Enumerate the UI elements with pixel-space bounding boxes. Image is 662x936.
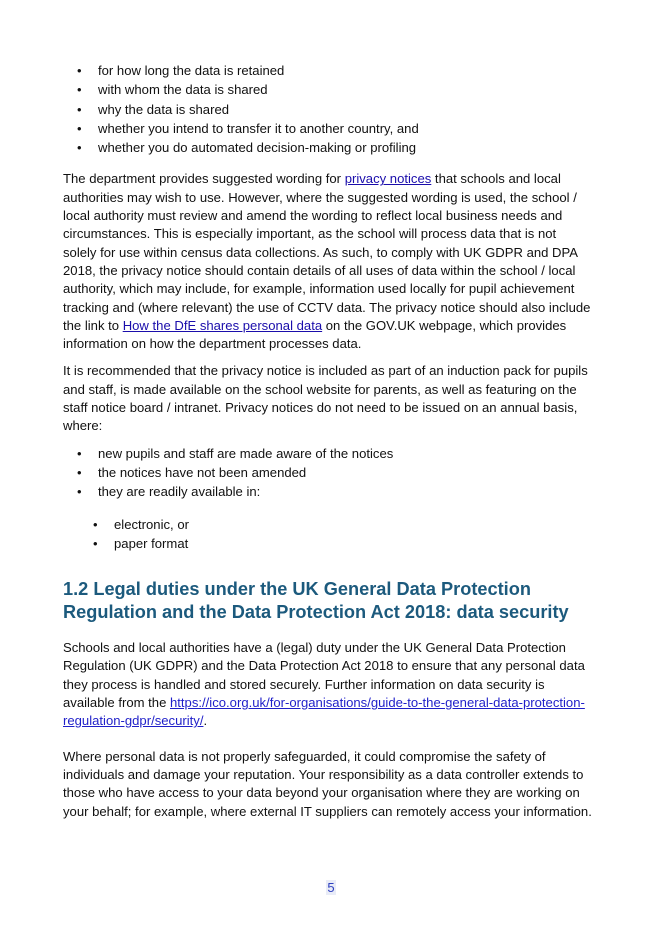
- list-item: • with whom the data is shared: [63, 80, 593, 99]
- document-page: [63, 59, 593, 821]
- list-item: • they are readily available in:: [63, 482, 593, 501]
- list-item: • new pupils and staff are made aware of the notices: [63, 444, 593, 463]
- paragraph-privacy-notices: The department provides suggested wording for privacy notices that schools and local authorities may wish to use. However, where the suggested wording is used, the school / local authority must review and amend the wording to reflect local business needs and circumstances. This is especially important, as the school will process data that is not solely for use within census data collections. As such, to comply with UK GDPR and DPA 2018, the privacy notice should contain details of all uses of data within the school / local authority, which may include, for example, information used locally for pupil achievement tracking and (where relevant) the use of CCTV data. The privacy notice should also include the link to How the DfE shares personal data on the GOV.UK webpage, which provides information on how the department processes data.: [63, 171, 591, 352]
- paragraph-induction-pack: It is recommended that the privacy notice is included as part of an induction pack for pupils and staff, is made available on the school website for parents, as well as featuring on the staff notice board / intranet. Privacy notices do not need to be issued on an annual basis, where:: [63, 363, 588, 434]
- list-item: • why the data is shared: [63, 100, 593, 119]
- bullet-list-top: [63, 61, 593, 157]
- paragraph-legal-duty: Schools and local authorities have a (legal) duty under the UK General Data Protection Regulation (UK GDPR) and the Data Protection Act 2018 to ensure that any personal data they process is handled and stored securely. Further information on data security is available from the https://ico.org.uk/for-organisations/guide-to-the-general-data-protection-regulation-gdpr/security/.: [63, 640, 585, 729]
- list-item: • paper format: [63, 534, 593, 553]
- list-item: • whether you do automated decision-making or profiling: [63, 138, 593, 157]
- list-item: • whether you intend to transfer it to another country, and: [63, 119, 593, 138]
- section-heading: 1.2 Legal duties under the UK General Data Protection Regulation and the Data Protection Act 2018: data security: [63, 579, 569, 623]
- list-item: • the notices have not been amended: [63, 463, 593, 482]
- list-item: • electronic, or: [63, 515, 593, 534]
- privacy-notices-link[interactable]: privacy notices: [344, 171, 432, 187]
- list-item: • for how long the data is retained: [63, 61, 593, 80]
- dfe-shares-data-link[interactable]: How the DfE shares personal data: [122, 317, 323, 333]
- paragraph-safeguarding: Where personal data is not properly safeguarded, it could compromise the safety of individuals and damage your reputation. Your responsibility as a data controller extends to those who have access to your data beyond your organisation where they are working on your behalf; for example, where external IT suppliers can remotely access your information.: [63, 748, 592, 819]
- bullet-list-sub: [63, 515, 593, 554]
- ico-security-link[interactable]: https://ico.org.uk/for-organisations/guide-to-the-general-data-protection-regulation-gdpr/security/: [63, 695, 585, 729]
- bullet-list-mid: [63, 444, 593, 502]
- page-number: 5: [327, 880, 335, 895]
